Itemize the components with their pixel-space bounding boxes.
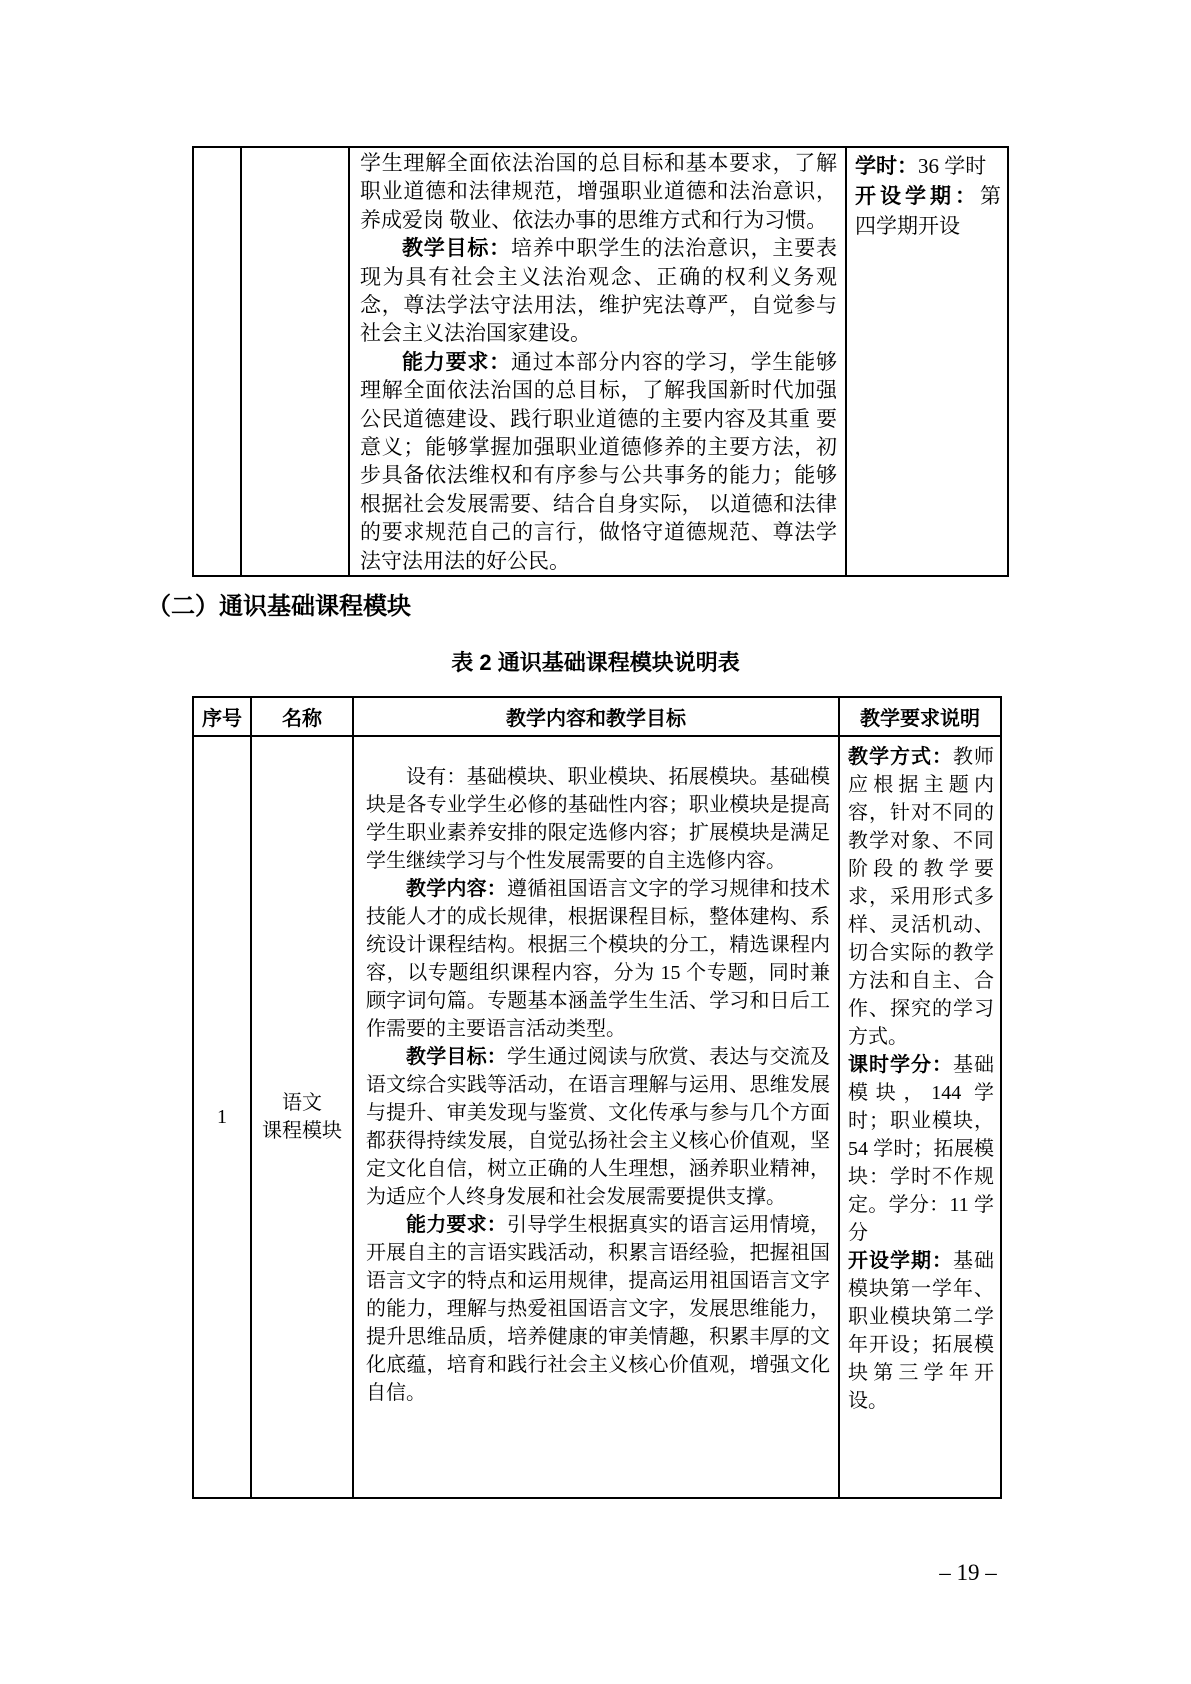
general-course-module-table [192,696,1002,1499]
objectives-label: 教学目标： [402,236,511,261]
header-content: 教学内容和教学目标 [353,697,839,736]
objectives-paragraph: 教学目标：学生通过阅读与欣赏、表达与交流及语文综合实践等活动，在语言理解与运用、思维发展与提升、审美发现与鉴赏、文化传承与参与几个方面都获得持续发展，自觉弘扬社会主义核心价值观，坚定文化自信，树立正确的人生理想，涵养职业精神，为适应个人终身发展和社会发展需要提供支撑。 [366,1046,830,1208]
ability-label: 能力要求： [406,1214,507,1236]
header-requirements: 教学要求说明 [839,697,1001,736]
name-cell-empty [241,147,349,576]
teaching-content-cell [349,147,846,576]
modules-paragraph: 设有：基础模块、职业模块、拓展模块。基础模块是各专业学生必修的基础性内容；职业模块是提高学生职业素养安排的限定选修内容；扩展模块是满足学生继续学习与个性发展需要的自主选修内容。 [366,766,830,872]
ability-label: 能力要求： [402,349,511,374]
semester-label: 开设学期： [848,1250,953,1272]
hours-label: 学时： [855,154,918,178]
teaching-requirements-cell [846,147,1008,576]
table2-caption: 表 2 通识基础课程模块说明表 [451,650,740,675]
ability-paragraph: 能力要求：通过本部分内容的学习，学生能够理解全面依法治国的总目标，了解我国新时代加强公民道德建设、践行职业道德的主要内容及其重 要意义；能够掌握加强职业道德修养的主要方法，初步具备依法维权和有序参与公共事务的能力；能够根据社会发展需要、结合自身实际， 以道德和法律的要求规范自己的言行，做恪守道德规范、尊法学法守法用法的好公民。 [360,349,838,573]
course-name-line2: 课程模块 [262,1120,342,1142]
content-paragraph: 学生理解全面依法治国的总目标和基本要求，了解职业道德和法律规范，增强职业道德和法治意识，养成爱岗 敬业、依法办事的思维方式和行为习惯。 [360,151,837,232]
ability-paragraph: 能力要求：引导学生根据真实的语言运用情境，开展自主的言语实践活动，积累言语经验，把握祖国语言文字的特点和运用规律，提高运用祖国语言文字的能力，理解与热爱祖国语言文字，发展思维能力，提升思维品质，培养健康的审美情趣，积累丰厚的文化底蕴，培育和践行社会主义核心价值观，增强文化自信。 [366,1214,830,1404]
page-number: – 19 – [939,1560,997,1585]
course-table-continuation [192,146,1009,577]
semester-label: 开设学期： [855,184,980,208]
seq-cell-empty [193,147,241,576]
table-row [193,147,1008,576]
teaching-content-paragraph: 教学内容：遵循祖国语言文字的学习规律和技术技能人才的成长规律，根据课程目标，整体建构、系统设计课程结构。根据三个模块的分工，精选课程内容，以专题组织课程内容，分为 15 个专题，同时兼顾字词句篇。专题基本涵盖学生生活、学习和日后工作需要的主要语言活动类型。 [366,878,830,1040]
seq-cell: 1 [193,736,251,1498]
table-header-row [193,697,1001,736]
method-paragraph: 教学方式：教师应根据主题内容，针对不同的教学对象、不同阶段的教学要求，采用形式多样、灵活机动、切合实际的教学方法和自主、合作、探究的学习方式。 [848,746,994,1048]
header-seq: 序号 [193,697,251,736]
hours-paragraph: 学时：36 学时 [855,154,987,178]
teaching-content-label: 教学内容： [406,878,507,900]
semester-paragraph: 开设学期：第四学期开设 [855,184,1001,238]
table-row [193,736,1001,1498]
name-cell [251,736,353,1498]
method-label: 教学方式： [848,746,953,768]
section-heading: （二）通识基础课程模块 [147,593,411,620]
credit-label: 课时学分： [848,1054,953,1076]
teaching-content-cell [353,736,839,1498]
teaching-requirements-cell [839,736,1001,1498]
header-name: 名称 [251,697,353,736]
semester-paragraph: 开设学期：基础模块第一学年、职业模块第二学年开设；拓展模块第三学年开设。 [848,1250,994,1412]
objectives-paragraph: 教学目标：培养中职学生的法治意识，主要表现为具有社会主义法治观念、正确的权利义务观念，尊法学法守法用法，维护宪法尊严，自觉参与社会主义法治国家建设。 [360,236,838,346]
objectives-label: 教学目标： [406,1046,507,1068]
course-name-line1: 语文 [282,1092,322,1114]
credit-paragraph: 课时学分：基础模块，144 学时；职业模块，54 学时；拓展模块：学时不作规定。学分：11 学分 [848,1054,994,1244]
